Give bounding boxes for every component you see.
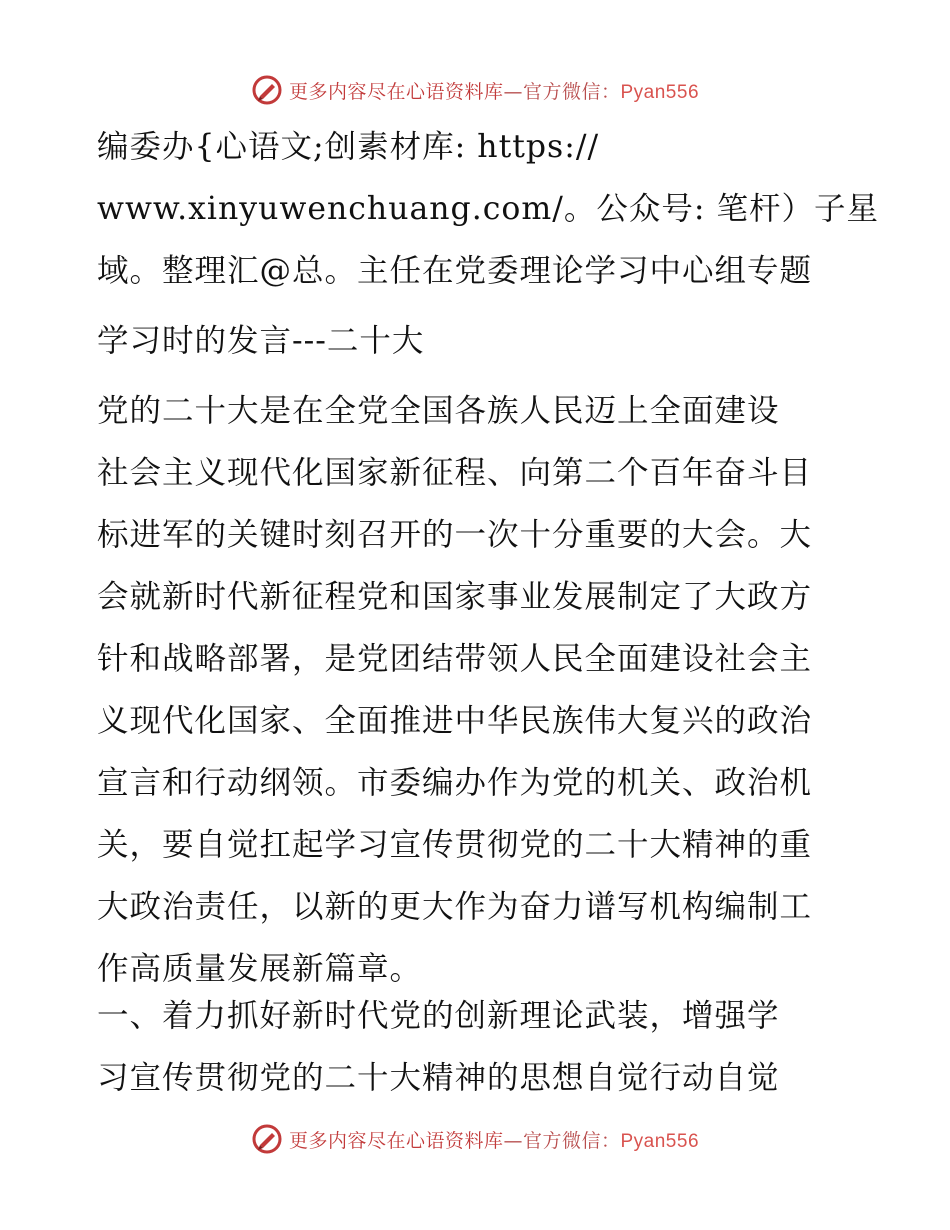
paragraph-line: 宣言和行动纲领。市委编办作为党的机关、政治机: [97, 765, 813, 801]
paragraph-line: 党的二十大是在全党全国各族人民迈上全面建设: [97, 393, 780, 429]
paragraph-intro: [97, 380, 857, 1000]
paragraph-line: 会就新时代新征程党和国家事业发展制定了大政方: [97, 579, 813, 615]
title-line: 编委办{心语文;创素材库: https://: [97, 129, 600, 165]
paragraph-line: 大政治责任，以新的更大作为奋力谱写机构编制工: [97, 889, 813, 925]
paragraph-section-one: [97, 985, 857, 1109]
pen-logo-icon: [251, 74, 283, 106]
title-line: 域。整理汇@总。主任在党委理论学习中心组专题: [97, 253, 813, 289]
paragraph-line: 作高质量发展新篇章。: [97, 951, 423, 987]
pen-logo-icon: [251, 1123, 283, 1155]
title-line: 学习时的发言---二十大: [97, 323, 425, 359]
watermark-text: 更多内容尽在心语资料库—官方微信：Pyan556: [288, 80, 700, 103]
document-title: [97, 116, 879, 372]
watermark-text: 更多内容尽在心语资料库—官方微信：Pyan556: [288, 1129, 700, 1152]
paragraph-line: 关，要自觉扛起学习宣传贯彻党的二十大精神的重: [97, 827, 813, 863]
paragraph-line: 标进军的关键时刻召开的一次十分重要的大会。大: [97, 517, 813, 553]
paragraph-line: 习宣传贯彻党的二十大精神的思想自觉行动自觉: [97, 1060, 780, 1096]
paragraph-line: 社会主义现代化国家新征程、向第二个百年奋斗目: [97, 455, 813, 491]
title-line: www.xinyuwenchuang.com/。公众号: 笔杆）子星: [97, 191, 879, 227]
watermark-banner-bottom: [0, 1119, 950, 1159]
paragraph-line: 针和战略部署，是党团结带领人民全面建设社会主: [97, 641, 813, 677]
paragraph-line: 义现代化国家、全面推进中华民族伟大复兴的政治: [97, 703, 813, 739]
paragraph-line: 一、着力抓好新时代党的创新理论武装，增强学: [97, 998, 780, 1034]
watermark-banner-top: [0, 70, 950, 110]
